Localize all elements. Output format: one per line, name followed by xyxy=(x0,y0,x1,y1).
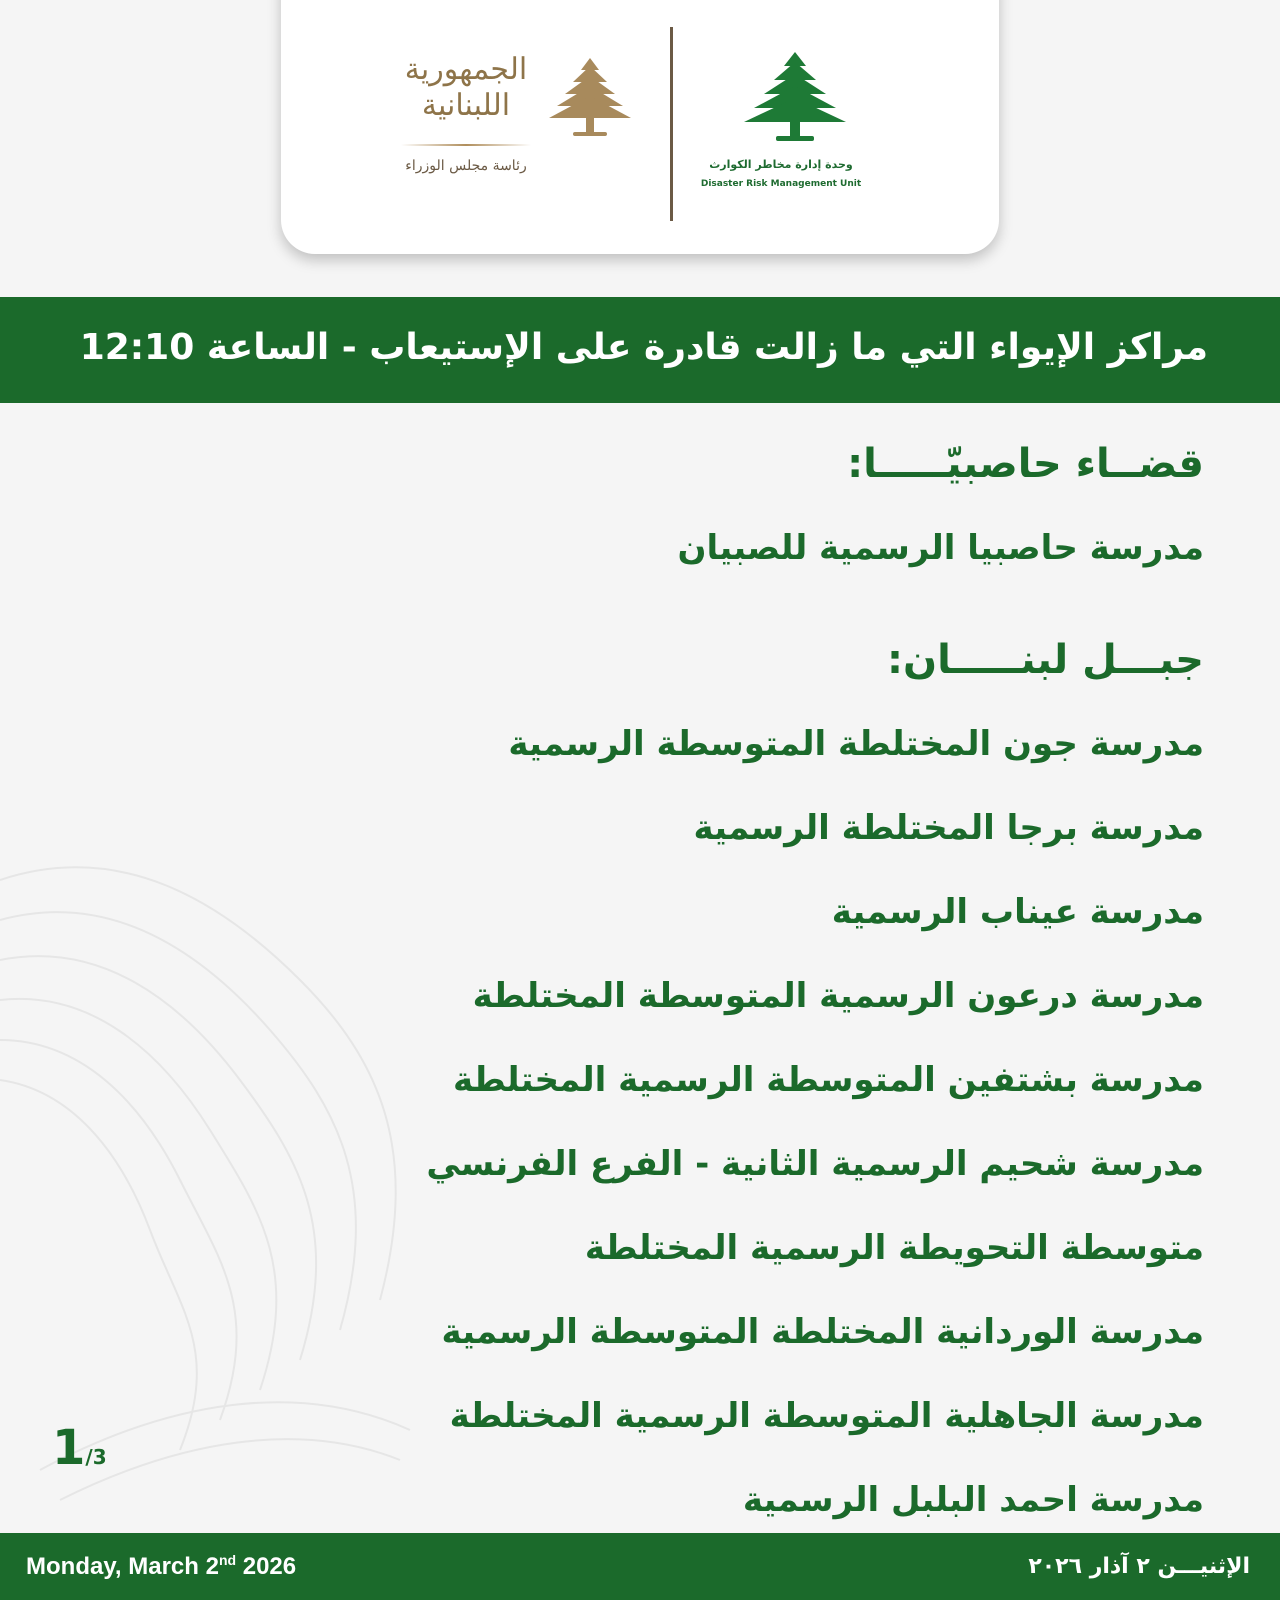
logo-card xyxy=(281,0,999,254)
footer-date-main: Monday, March 2 xyxy=(26,1553,219,1580)
presidency-subtitle: رئاسة مجلس الوزراء xyxy=(405,158,527,174)
list-item: متوسطة التحويطة الرسمية المختلطة xyxy=(584,1228,1204,1268)
footer-date-english xyxy=(26,1549,296,1585)
drm-arabic-name: وحدة إدارة مخاطر الكوارث xyxy=(709,158,853,171)
page-indicator xyxy=(52,1420,107,1476)
footer-bar xyxy=(0,1533,1280,1600)
presidency-divider xyxy=(401,144,531,146)
list-item: مدرسة شحيم الرسمية الثانية - الفرع الفرنسي xyxy=(426,1144,1204,1184)
logo-divider xyxy=(670,27,673,221)
list-item: مدرسة برجا المختلطة الرسمية xyxy=(693,808,1204,848)
list-item: مدرسة الجاهلية المتوسطة الرسمية المختلطة xyxy=(449,1396,1204,1436)
footer-date-suffix: nd xyxy=(218,1552,237,1568)
shelter-list xyxy=(120,422,1204,1542)
list-item: مدرسة احمد البلبل الرسمية xyxy=(742,1480,1204,1520)
list-item: مدرسة درعون الرسمية المتوسطة المختلطة xyxy=(472,976,1204,1016)
page-title: مراكز الإيواء التي ما زالت قادرة على الإستيعاب - الساعة 12:10 xyxy=(79,327,1208,368)
green-cedar-icon xyxy=(740,50,850,146)
page-current: 1 xyxy=(52,1420,86,1476)
footer-date-year: 2026 xyxy=(236,1553,297,1580)
district-heading-hasbaya: قضــاء حاصبيّـــــا: xyxy=(847,441,1204,487)
district-heading-mount-lebanon: جبـــل لبنـــــان: xyxy=(887,637,1204,683)
gold-cedar-icon xyxy=(543,56,637,142)
footer-date-arabic: الإثنيـــن ٢ آذار ٢٠٢٦ xyxy=(1028,1554,1250,1579)
list-item: مدرسة الوردانية المختلطة المتوسطة الرسمية xyxy=(441,1312,1204,1352)
list-item: مدرسة جون المختلطة المتوسطة الرسمية xyxy=(508,724,1204,764)
list-item: مدرسة بشتفين المتوسطة الرسمية المختلطة xyxy=(453,1060,1204,1100)
drm-english-name: Disaster Risk Management Unit xyxy=(700,179,862,189)
list-item: مدرسة حاصبيا الرسمية للصبيان xyxy=(677,528,1204,568)
title-bar xyxy=(0,297,1280,403)
presidency-title: الجمهورية اللبنانية xyxy=(404,52,528,123)
section-gap xyxy=(120,590,1204,618)
list-item: مدرسة عيناب الرسمية xyxy=(831,892,1204,932)
page-total: /3 xyxy=(85,1445,107,1469)
